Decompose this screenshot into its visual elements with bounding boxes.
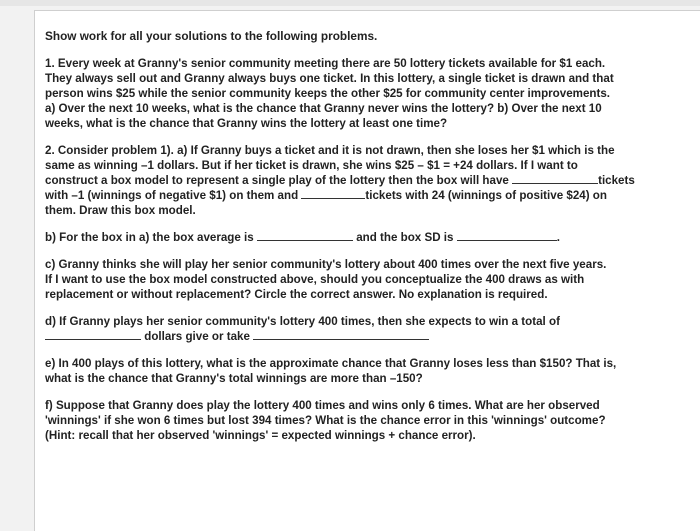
problem-2b-text: b) For the box in a) the box average is — [45, 231, 254, 244]
problem-2-line: them. Draw this box model. — [45, 204, 196, 217]
problem-1-line: a) Over the next 10 weeks, what is the chance that Granny never wins the lottery? b) Over the next 10 — [45, 102, 602, 115]
problem-2d-line: d) If Granny plays her senior community's lottery 400 times, then she expects to win a total of — [45, 315, 560, 328]
problem-2b-period: . — [556, 231, 560, 244]
problem-2c-line: replacement or without replacement? Circle the correct answer. No explanation is required. — [45, 288, 548, 301]
problem-2f — [45, 398, 685, 443]
problem-2-line: same as winning –1 dollars. But if her ticket is drawn, she wins $25 – $1 = +24 dollars. If I want to — [45, 159, 578, 172]
problem-1 — [45, 56, 685, 131]
problem-2e-line: what is the chance that Granny's total winnings are more than –150? — [45, 372, 423, 385]
top-bar — [0, 0, 700, 6]
problem-2-text: construct a box model to represent a single play of the lottery then the box will have — [45, 174, 509, 187]
answer-blank-tickets-negative[interactable] — [512, 173, 598, 184]
problem-2b-text: and the box SD is — [356, 231, 454, 244]
problem-2c-line: If I want to use the box model constructed above, should you conceptualize the 400 draws as with — [45, 273, 585, 286]
problem-2d-line — [45, 329, 685, 344]
answer-blank-give-or-take[interactable] — [253, 329, 429, 340]
answer-blank-expected-total[interactable] — [45, 329, 141, 340]
worksheet-content — [45, 29, 685, 455]
answer-blank-tickets-positive[interactable] — [301, 188, 365, 199]
problem-2f-line: 'winnings' if she won 6 times but lost 394 times? What is the chance error in this 'winnings' outcome? — [45, 414, 606, 427]
problem-2-text: tickets with 24 (winnings of positive $24) on — [365, 189, 607, 202]
answer-blank-box-average[interactable] — [257, 230, 353, 241]
problem-1-line: 1. Every week at Granny's senior community meeting there are 50 lottery tickets available for $1 each. — [45, 57, 606, 70]
problem-2c-line: c) Granny thinks she will play her senior community's lottery about 400 times over the next five years. — [45, 258, 607, 271]
problem-1-line: person wins $25 while the senior community keeps the other $25 for community center improvements. — [45, 87, 611, 100]
problem-2d — [45, 314, 685, 344]
problem-2-line — [45, 188, 685, 203]
problem-1-line: They always sell out and Granny always buys one ticket. In this lottery, a single ticket is drawn and that — [45, 72, 614, 85]
worksheet-title: Show work for all your solutions to the following problems. — [45, 29, 378, 43]
problem-2-line: 2. Consider problem 1). a) If Granny buys a ticket and it is not drawn, then she loses her $1 which is the — [45, 144, 615, 157]
problem-2f-line: (Hint: recall that her observed 'winnings' = expected winnings + chance error). — [45, 429, 476, 442]
problem-2b-line — [45, 230, 685, 245]
problem-2e-line: e) In 400 plays of this lottery, what is the approximate chance that Granny loses less than $150? That is, — [45, 357, 617, 370]
problem-1-line: weeks, what is the chance that Granny wins the lottery at least one time? — [45, 117, 448, 130]
problem-2d-text: dollars give or take — [144, 330, 250, 343]
worksheet-frame — [34, 10, 700, 531]
problem-2c — [45, 257, 685, 302]
problem-2 — [45, 143, 685, 218]
problem-2f-line: f) Suppose that Granny does play the lottery 400 times and wins only 6 times. What are her observed — [45, 399, 600, 412]
problem-2-line — [45, 173, 685, 188]
problem-2b — [45, 230, 685, 245]
problem-2-text: tickets — [598, 174, 635, 187]
answer-blank-box-sd[interactable] — [457, 230, 557, 241]
problem-2-text: with –1 (winnings of negative $1) on them and — [45, 189, 299, 202]
problem-2e — [45, 356, 685, 386]
